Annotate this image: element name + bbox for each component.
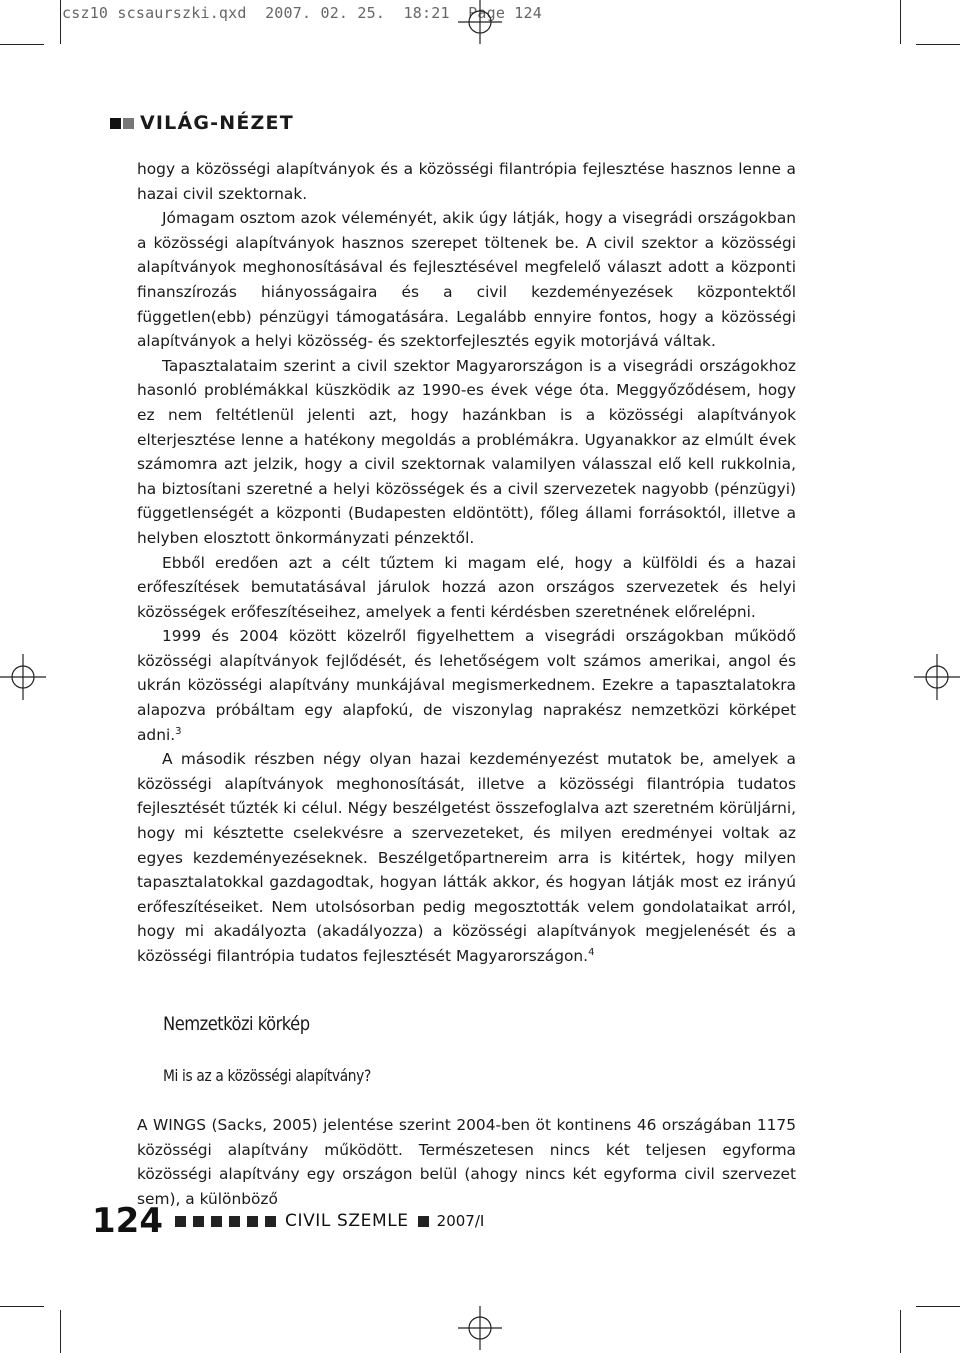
paragraph <box>137 747 796 968</box>
crop-mark-bottom-right-v <box>900 1310 901 1353</box>
square-bullet-icon <box>175 1216 186 1227</box>
crop-mark-bottom-left-v <box>60 1310 61 1353</box>
section-title: VILÁG-NÉZET <box>140 112 294 134</box>
paragraph <box>137 624 796 747</box>
square-bullet-icon <box>418 1216 429 1227</box>
square-bullet-icon <box>211 1216 222 1227</box>
crop-mark-top-left-v <box>60 0 61 44</box>
registration-mark-left <box>0 654 46 700</box>
registration-mark-bottom <box>458 1306 502 1350</box>
square-bullet-icon <box>110 118 121 129</box>
slug-line: csz10 scsaurszki.qxd 2007. 02. 25. 18:21 Page 124 <box>62 4 542 22</box>
page-footer <box>92 1199 484 1243</box>
crop-mark-bottom-right-h <box>916 1306 960 1307</box>
journal-name: CIVIL SZEMLE <box>284 1211 409 1231</box>
square-bullet-icon <box>193 1216 204 1227</box>
paragraph: Tapasztalataim szerint a civil szektor Magyarországon is a visegrádi országokhoz hasonló problémákkal küszködik az 1990-es évek vége óta. Meggyőződésem, hogy ez nem feltétlenül jelenti azt, hogy hazánkban is a közösségi alapítványok elterjesztése lenne a hatékony megoldás a problémákra. Ugyanakkor az elmúlt évek számomra azt jelzik, hogy a civil szektornak valamilyen válasszal elő kell rukkolnia, ha biztosítani szeretné a helyi közösségek és a civil szervezetek nagyobb (pénzügyi) függetlenségét a központi (Budapesten eldöntött), főleg állami forrásoktól, illetve a helyben elosztott önkormányzati pénzektől. <box>137 356 796 547</box>
crop-mark-top-right-v <box>900 0 901 44</box>
paragraph: hogy a közösségi alapítványok és a közösségi filantrópia fejlesztése hasznos lenne a hazai civil szektornak. <box>137 160 796 203</box>
article-body <box>137 157 796 969</box>
paragraph-text: 1999 és 2004 között közelről figyelhettem a visegrádi országokban működő közösségi alapítványok fejlődését, és lehetőségem volt számos amerikai, angol és ukrán közösségi alapítvány munkájával megismerkednem. Ezekre a tapasztalatokra alapozva próbáltam egy alapfokú, de viszonylag naprakész nemzetközi körképet adni. <box>137 627 796 744</box>
issue-number: 2007/I <box>436 1212 485 1230</box>
subsubheading: Mi is az a közösségi alapítvány? <box>163 1066 371 1085</box>
paragraph: A WINGS (Sacks, 2005) jelentése szerint 2004-ben öt kontinens 46 országában 1175 közösségi alapítvány működött. Természetesen nincs két teljesen egyforma közösségi alapítvány egy országon belül (ahogy nincs két egyforma civil szervezet sem), a különböző <box>137 1116 796 1208</box>
registration-mark-top <box>458 0 502 44</box>
article-body-continued <box>137 1113 796 1211</box>
crop-mark-top-right-h <box>916 44 960 45</box>
paragraph: Jómagam osztom azok véleményét, akik úgy látják, hogy a visegrádi országokban a közösségi alapítványok hasznos szerepet töltenek be. A civil szektor a közösségi alapítványok meghonosításával és fejlesztésével megfelelő választ adott a központi finanszírozás hiányosságaira és a civil kezdeményezések központektől független(ebb) pénzügyi támogatására. Legalább ennyire fontos, hogy a közösségi alapítványok a helyi közösség- és szektorfejlesztés egyik motorjává váltak. <box>137 209 796 351</box>
section-header <box>110 110 294 136</box>
square-bullet-icon <box>229 1216 240 1227</box>
crop-mark-top-left-h <box>0 44 44 45</box>
footnote-mark: 3 <box>175 725 182 737</box>
crop-mark-bottom-left-h <box>0 1306 44 1307</box>
registration-mark-right <box>914 654 960 700</box>
square-bullet-icon <box>265 1216 276 1227</box>
footnote-mark: 4 <box>588 946 595 958</box>
subheading: Nemzetközi körkép <box>163 1013 310 1035</box>
square-bullet-icon <box>247 1216 258 1227</box>
square-bullet-icon <box>123 118 134 129</box>
paragraph-text: A második részben négy olyan hazai kezdeményezést mutatok be, amelyek a közösségi alapítványok meghonosítását, illetve a közösségi filantrópia tudatos fejlesztését tűzték ki célul. Négy beszélgetést összefoglalva azt szeretném körüljárni, hogy mi késztette cselekvésre a szervezeteket, és milyen eredményei voltak az egyes kezdeményezéseknek. Beszélgetőpartnereim arra is kitértek, hogy milyen tapasztalatokkal gazdagodtak, hogyan látták akkor, és hogyan látják most ez irányú erőfeszítéseiket. Nem utolsósorban pedig megosztották velem gondolataikat arról, hogy mi akadályozta (akadályozza) a közösségi alapítványok megjelenését és a közösségi filantrópia tudatos fejlesztését Magyarországon. <box>137 750 796 965</box>
page-number: 124 <box>92 1201 163 1241</box>
paragraph: Ebből eredően azt a célt tűztem ki magam elé, hogy a külföldi és a hazai erőfeszítések bemutatásával járulok hozzá azon országos szervezetek és helyi közösségek erőfeszítéseihez, amelyek a fenti kérdésben szeretnének előrelépni. <box>137 553 796 621</box>
